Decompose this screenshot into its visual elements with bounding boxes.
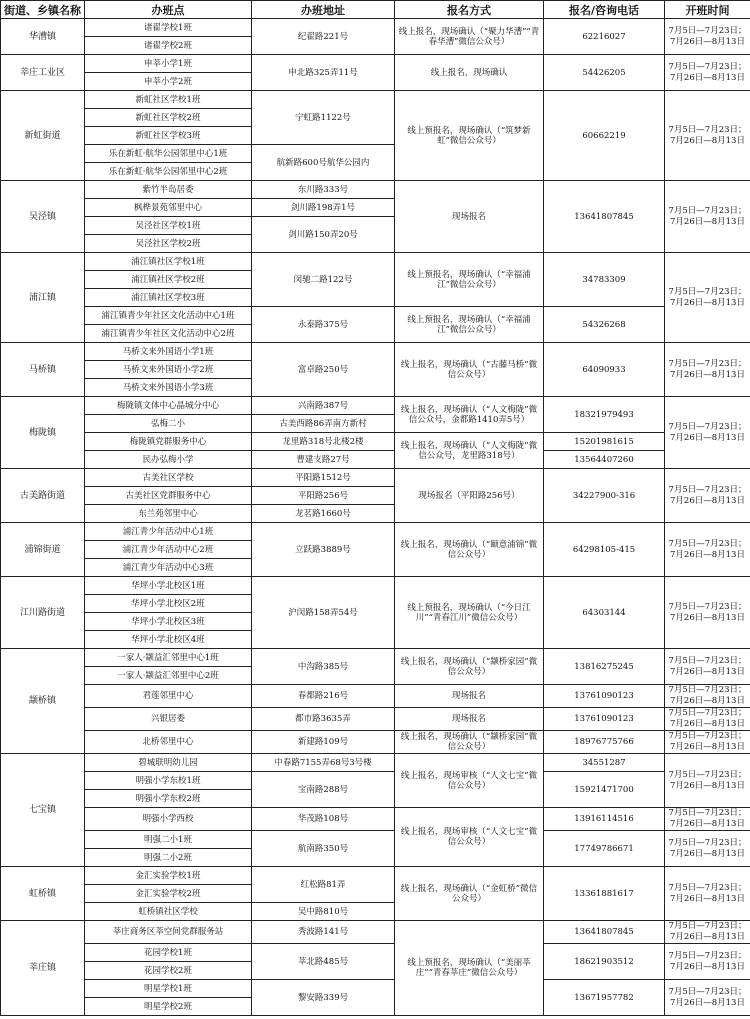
time-cell: 7月5日—7月23日；7月26日—8月13日 — [665, 867, 750, 921]
time-cell: 7月5日—7月23日；7月26日—8月13日 — [665, 253, 750, 343]
site-cell: 华坪小学北校区2班 — [85, 595, 252, 613]
address-cell: 华茂路108号 — [252, 808, 395, 831]
phone-cell: 18321979493 — [544, 397, 665, 433]
table-row — [1, 469, 750, 487]
table-row — [1, 55, 750, 73]
table-row — [1, 451, 750, 469]
town-cell: 华漕镇 — [1, 19, 85, 55]
phone-cell: 17749786671 — [544, 831, 665, 867]
phone-cell: 13641807845 — [544, 181, 665, 253]
address-cell: 剑川路150弄20号 — [252, 217, 395, 253]
time-cell: 7月5日—7月23日；7月26日—8月13日 — [665, 708, 750, 731]
method-cell: 线上预报名，现场确认（“筑梦新虹”微信公众号） — [395, 91, 544, 181]
table-row — [1, 944, 750, 962]
method-cell: 线上报名，现场确认（“颐意浦锦”微信公众号） — [395, 523, 544, 577]
address-cell: 航南路350号 — [252, 831, 395, 867]
address-cell: 红松路81弄 — [252, 867, 395, 903]
header-town: 街道、乡镇名称 — [1, 1, 85, 19]
site-cell: 马桥文来外国语小学1班 — [85, 343, 252, 361]
town-cell: 颛桥镇 — [1, 649, 85, 754]
town-cell: 吴泾镇 — [1, 181, 85, 253]
site-cell: 明强二小1班 — [85, 831, 252, 849]
site-cell: 浦江镇社区学校1班 — [85, 253, 252, 271]
site-cell: 花园学校1班 — [85, 944, 252, 962]
method-cell: 现场报名 — [395, 181, 544, 253]
address-cell: 立跃路3889号 — [252, 523, 395, 577]
town-cell: 七宝镇 — [1, 754, 85, 867]
phone-cell: 34551287 — [544, 754, 665, 772]
town-cell: 莘庄镇 — [1, 921, 85, 1016]
site-cell: 华坪小学北校区4班 — [85, 631, 252, 649]
site-cell: 浦江镇社区学校3班 — [85, 289, 252, 307]
table-row — [1, 649, 750, 667]
time-cell: 7月5日—7月23日；7月26日—8月13日 — [665, 649, 750, 685]
site-cell: 乐在新虹·航华公园邻里中心2班 — [85, 163, 252, 181]
address-cell: 兴南路387号 — [252, 397, 395, 415]
phone-cell: 64298105-415 — [544, 523, 665, 577]
site-cell: 马桥文来外国语小学2班 — [85, 361, 252, 379]
address-cell: 中春路7155弄68号3号楼 — [252, 754, 395, 772]
address-cell: 平阳路256号 — [252, 487, 395, 505]
site-cell: 明强小学东校1班 — [85, 772, 252, 790]
phone-cell: 54426205 — [544, 55, 665, 91]
address-cell: 沪闵路158弄54号 — [252, 577, 395, 649]
town-cell: 浦锦街道 — [1, 523, 85, 577]
table-row — [1, 181, 750, 199]
method-cell: 线上报名，现场确认（“聚力华漕”“青春华漕”微信公众号） — [395, 19, 544, 55]
address-cell: 秀波路141号 — [252, 921, 395, 944]
address-cell: 中沟路385号 — [252, 649, 395, 685]
method-cell: 线上报名，现场确认（“金虹桥”微信公众号） — [395, 867, 544, 921]
address-cell: 纪翟路221号 — [252, 19, 395, 55]
table-row — [1, 397, 750, 415]
time-cell: 7月5日—7月23日；7月26日—8月13日 — [665, 831, 750, 867]
town-cell: 江川路街道 — [1, 577, 85, 649]
address-cell: 剑川路198弄1号 — [252, 199, 395, 217]
address-cell: 宝南路288号 — [252, 772, 395, 808]
site-cell: 君莲邻里中心 — [85, 685, 252, 708]
site-cell: 碧城联明幼儿园 — [85, 754, 252, 772]
table-row — [1, 523, 750, 541]
site-cell: 一家人·颛益汇邻里中心2班 — [85, 667, 252, 685]
phone-cell: 18621903512 — [544, 944, 665, 980]
method-cell: 线上预报名，现场确认（“幸福浦江”微信公众号） — [395, 253, 544, 307]
site-cell: 诸翟学校1班 — [85, 19, 252, 37]
site-cell: 一家人·颛益汇邻里中心1班 — [85, 649, 252, 667]
header-address: 办班地址 — [252, 1, 395, 19]
method-cell: 线上报名，现场确认（“颛桥家园”微信公众号） — [395, 649, 544, 685]
site-cell: 莘庄商务区莘空间党群服务站 — [85, 921, 252, 944]
phone-cell: 64090933 — [544, 343, 665, 397]
site-cell: 兴银居委 — [85, 708, 252, 731]
table-row — [1, 307, 750, 325]
table-header-row — [1, 1, 750, 19]
site-cell: 浦江青少年活动中心1班 — [85, 523, 252, 541]
table-row — [1, 808, 750, 831]
time-cell: 7月5日—7月23日；7月26日—8月13日 — [665, 91, 750, 181]
method-cell: 线上报名，现场确认（“人文梅陇”微信公众号，金都路1410弄5号） — [395, 397, 544, 433]
phone-cell: 18976775766 — [544, 731, 665, 754]
town-cell: 马桥镇 — [1, 343, 85, 397]
time-cell: 7月5日—7月23日；7月26日—8月13日 — [665, 921, 750, 944]
site-cell: 梅陇镇党群服务中心 — [85, 433, 252, 451]
method-cell: 线上报名，现场确认（“颛桥家园”微信公众号） — [395, 731, 544, 754]
method-cell: 线上预报名，现场确认（“今日江川”“青春江川”微信公众号） — [395, 577, 544, 649]
method-cell: 线上报名，现场确认（“人文梅陇”微信公众号，龙里路318号） — [395, 433, 544, 469]
address-cell: 古美西路86弄南方新村 — [252, 415, 395, 433]
site-cell: 明星学校1班 — [85, 980, 252, 998]
site-cell: 华坪小学北校区1班 — [85, 577, 252, 595]
site-cell: 浦江青少年活动中心3班 — [85, 559, 252, 577]
site-cell: 乐在新虹·航华公园邻里中心1班 — [85, 145, 252, 163]
address-cell: 平阳路1512号 — [252, 469, 395, 487]
phone-cell: 15201981615 — [544, 433, 665, 451]
table-row — [1, 685, 750, 708]
site-cell: 浦江镇青少年社区文化活动中心2班 — [85, 325, 252, 343]
address-cell: 都市路3635弄 — [252, 708, 395, 731]
site-cell: 明强小学东校2班 — [85, 790, 252, 808]
address-cell: 黎安路339号 — [252, 980, 395, 1016]
phone-cell: 34783309 — [544, 253, 665, 307]
time-cell: 7月5日—7月23日；7月26日—8月13日 — [665, 523, 750, 577]
phone-cell: 13671957782 — [544, 980, 665, 1016]
address-cell: 闵驰二路122号 — [252, 253, 395, 307]
site-cell: 马桥文来外国语小学3班 — [85, 379, 252, 397]
table-row — [1, 91, 750, 109]
time-cell: 7月5日—7月23日；7月26日—8月13日 — [665, 944, 750, 980]
site-cell: 新虹社区学校1班 — [85, 91, 252, 109]
time-cell: 7月5日—7月23日；7月26日—8月13日 — [665, 731, 750, 754]
address-cell: 东川路333号 — [252, 181, 395, 199]
address-cell: 曹建支路27号 — [252, 451, 395, 469]
phone-cell: 13761090123 — [544, 708, 665, 731]
site-cell: 明星学校2班 — [85, 998, 252, 1016]
time-cell: 7月5日—7月23日；7月26日—8月13日 — [665, 181, 750, 253]
address-cell: 新建路109号 — [252, 731, 395, 754]
phone-cell: 13816275245 — [544, 649, 665, 685]
site-cell: 新虹社区学校3班 — [85, 127, 252, 145]
address-cell: 春都路216号 — [252, 685, 395, 708]
time-cell: 7月5日—7月23日；7月26日—8月13日 — [665, 397, 750, 469]
address-cell: 龙里路318号北楼2楼 — [252, 433, 395, 451]
phone-cell: 15921471700 — [544, 772, 665, 808]
site-cell: 金汇实验学校1班 — [85, 867, 252, 885]
method-cell: 线上报名，现场确认（“古藤马桥”微信公众号） — [395, 343, 544, 397]
phone-cell: 13641807845 — [544, 921, 665, 944]
time-cell: 7月5日—7月23日；7月26日—8月13日 — [665, 469, 750, 523]
site-cell: 浦江镇青少年社区文化活动中心1班 — [85, 307, 252, 325]
site-cell: 古美社区学校 — [85, 469, 252, 487]
header-site: 办班点 — [85, 1, 252, 19]
address-cell: 航新路600号航华公园内 — [252, 145, 395, 181]
address-cell: 莘北路485号 — [252, 944, 395, 980]
table-row — [1, 772, 750, 790]
method-cell: 线上报名，现场确认 — [395, 55, 544, 91]
site-cell: 吴泾社区学校2班 — [85, 235, 252, 253]
time-cell: 7月5日—7月23日；7月26日—8月13日 — [665, 55, 750, 91]
phone-cell: 13361881617 — [544, 867, 665, 921]
town-cell: 虹桥镇 — [1, 867, 85, 921]
site-cell: 吴泾社区学校1班 — [85, 217, 252, 235]
phone-cell: 13761090123 — [544, 685, 665, 708]
method-cell: 现场报名 — [395, 708, 544, 731]
phone-cell: 62216027 — [544, 19, 665, 55]
site-cell: 古美社区党群服务中心 — [85, 487, 252, 505]
table-row — [1, 921, 750, 944]
site-cell: 弘梅二小 — [85, 415, 252, 433]
site-cell: 诸翟学校2班 — [85, 37, 252, 55]
table-row — [1, 980, 750, 998]
table-row — [1, 708, 750, 731]
method-cell: 现场报名（平阳路256号） — [395, 469, 544, 523]
phone-cell: 54326268 — [544, 307, 665, 343]
address-cell: 申北路325弄11号 — [252, 55, 395, 91]
site-cell: 紫竹半岛居委 — [85, 181, 252, 199]
address-cell: 富卓路250号 — [252, 343, 395, 397]
phone-cell: 34227900-316 — [544, 469, 665, 523]
table-row — [1, 867, 750, 885]
table-row — [1, 253, 750, 271]
time-cell: 7月5日—7月23日；7月26日—8月13日 — [665, 754, 750, 808]
time-cell: 7月5日—7月23日；7月26日—8月13日 — [665, 685, 750, 708]
town-cell: 浦江镇 — [1, 253, 85, 343]
time-cell: 7月5日—7月23日；7月26日—8月13日 — [665, 577, 750, 649]
site-cell: 明强二小2班 — [85, 849, 252, 867]
site-cell: 华坪小学北校区3班 — [85, 613, 252, 631]
town-cell: 梅陇镇 — [1, 397, 85, 469]
town-cell: 古美路街道 — [1, 469, 85, 523]
address-cell: 宁虹路1122号 — [252, 91, 395, 145]
header-phone: 报名/咨询电话 — [544, 1, 665, 19]
address-cell: 吴中路810号 — [252, 903, 395, 921]
time-cell: 7月5日—7月23日；7月26日—8月13日 — [665, 343, 750, 397]
site-cell: 申莘小学1班 — [85, 55, 252, 73]
time-cell: 7月5日—7月23日；7月26日—8月13日 — [665, 980, 750, 1016]
site-cell: 民办弘梅小学 — [85, 451, 252, 469]
site-cell: 浦江镇社区学校2班 — [85, 271, 252, 289]
time-cell: 7月5日—7月23日；7月26日—8月13日 — [665, 19, 750, 55]
method-cell: 线上预报名，现场确认（“幸福浦江”微信公众号） — [395, 307, 544, 343]
phone-cell: 13916114516 — [544, 808, 665, 831]
table-row — [1, 19, 750, 37]
method-cell: 线上报名，现场审核（“人文七宝”微信公众号） — [395, 754, 544, 808]
header-method: 报名方式 — [395, 1, 544, 19]
site-cell: 浦江青少年活动中心2班 — [85, 541, 252, 559]
site-cell: 花园学校2班 — [85, 962, 252, 980]
method-cell: 现场报名 — [395, 685, 544, 708]
address-cell: 永泰路375号 — [252, 307, 395, 343]
site-cell: 枫桦景苑邻里中心 — [85, 199, 252, 217]
phone-cell: 60662219 — [544, 91, 665, 181]
time-cell: 7月5日—7月23日；7月26日—8月13日 — [665, 808, 750, 831]
town-cell: 莘庄工业区 — [1, 55, 85, 91]
table-row — [1, 754, 750, 772]
table-row — [1, 343, 750, 361]
site-cell: 东兰苑邻里中心 — [85, 505, 252, 523]
address-cell: 龙茗路1660号 — [252, 505, 395, 523]
site-cell: 虹桥镇社区学校 — [85, 903, 252, 921]
phone-cell: 64303144 — [544, 577, 665, 649]
site-cell: 北桥邻里中心 — [85, 731, 252, 754]
phone-cell: 13564407260 — [544, 451, 665, 469]
method-cell: 线上报名，现场审核（“人文七宝”微信公众号） — [395, 808, 544, 867]
table-row — [1, 577, 750, 595]
site-cell: 申莘小学2班 — [85, 73, 252, 91]
method-cell: 线上预报名，现场确认（“美丽莘庄”“青春莘庄”微信公众号） — [395, 921, 544, 1016]
town-cell: 新虹街道 — [1, 91, 85, 181]
site-cell: 新虹社区学校2班 — [85, 109, 252, 127]
site-cell: 明强小学西校 — [85, 808, 252, 831]
site-cell: 梅陇镇文体中心晶城分中心 — [85, 397, 252, 415]
table-row — [1, 831, 750, 849]
site-cell: 金汇实验学校2班 — [85, 885, 252, 903]
header-time: 开班时间 — [665, 1, 750, 19]
